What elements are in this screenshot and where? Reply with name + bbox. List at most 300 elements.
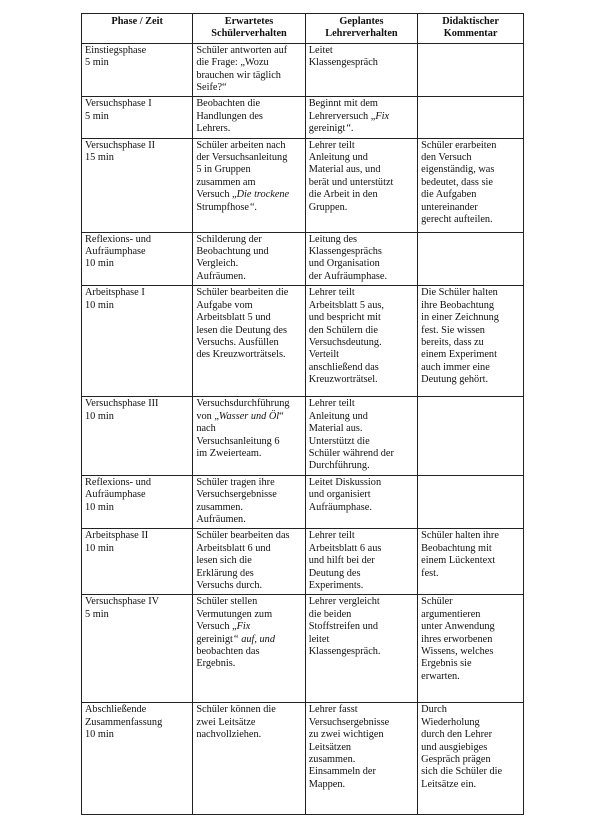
schueler-line: [196, 70, 301, 82]
italic-title: Die trockene: [236, 189, 290, 201]
lehrer-line: [309, 411, 414, 423]
text-segment: Experiments.: [308, 579, 364, 591]
schueler-line: [196, 596, 301, 608]
lehrer-line: [309, 779, 414, 791]
lehrer-line: [309, 300, 414, 312]
schueler-line: [196, 82, 301, 94]
schueler-line: [196, 543, 301, 555]
text-segment: sich die Schüler die: [421, 766, 503, 778]
lehrer-line: [309, 349, 414, 361]
kommentar-line: [421, 766, 520, 778]
cell-phase: [82, 232, 193, 286]
text-segment: Durch: [421, 704, 447, 716]
schueler-line: [196, 423, 301, 435]
lehrer-line: [309, 489, 414, 501]
table-row: [82, 529, 524, 595]
header-phase-line: Phase / Zeit: [111, 16, 163, 27]
phase-line: Aufräumphase: [85, 489, 146, 501]
lehrer-line: [309, 45, 414, 57]
schueler-line: [196, 57, 301, 69]
cell-phase: [82, 529, 193, 595]
text-segment: Wissens, welches: [421, 646, 494, 657]
phase-line: 10 min: [85, 542, 114, 554]
cell-lehrer: [305, 138, 417, 232]
text-segment: Lehrerversuch „: [308, 110, 376, 122]
text-segment: Beginnt mit dem: [308, 98, 378, 110]
cell-kommentar: [418, 97, 524, 138]
kommentar-line: [421, 374, 520, 386]
header-row: [82, 14, 524, 44]
lehrer-line: [309, 325, 414, 337]
cell-lehrer: [305, 97, 417, 138]
lehrer-line: [309, 555, 414, 567]
text-segment: Versuchsergebnisse: [196, 489, 277, 501]
text-segment: auch immer eine: [421, 361, 490, 373]
kommentar-line: [421, 779, 520, 791]
text-segment: Klassengespräch: [308, 57, 378, 69]
header-lehrer-line: Lehrerverhalten: [325, 28, 398, 40]
text-segment: Schüler bearbeiten das: [196, 530, 290, 542]
lehrer-line: [309, 436, 414, 448]
schueler-line: [196, 502, 301, 514]
text-segment: Arbeitsblatt 6 aus: [308, 542, 382, 554]
text-segment: Versuchsanleitung 6: [196, 435, 280, 447]
text-segment: ihre Beobachtung: [421, 299, 495, 311]
text-segment: berät und unterstützt: [308, 176, 394, 188]
lehrer-line: [309, 337, 414, 349]
kommentar-line: [421, 671, 520, 683]
table-row: [82, 97, 524, 138]
text-segment: ihres erworbenen: [421, 633, 493, 645]
kommentar-line: [421, 325, 520, 337]
text-segment: Aufgabe vom: [196, 299, 253, 311]
text-segment: fest.: [421, 567, 439, 579]
text-segment: in einer Zeichnung: [421, 312, 499, 324]
cell-kommentar: [418, 529, 524, 595]
schueler-line: [196, 177, 301, 189]
schueler-line: [196, 123, 301, 135]
text-segment: zu zwei wichtigen: [308, 729, 384, 741]
kommentar-line: [421, 349, 520, 361]
cell-phase: [82, 397, 193, 475]
text-segment: Schüler tragen ihre: [196, 476, 275, 488]
lehrer-line: [309, 580, 414, 592]
phase-line: Reflexions- und: [85, 233, 152, 245]
lehrer-line: [309, 177, 414, 189]
header-phase: [82, 14, 193, 44]
text-segment: Leitet Diskussion: [308, 476, 382, 488]
phase-line: Zusammenfassung: [85, 716, 163, 728]
cell-kommentar: [418, 475, 524, 529]
kommentar-line: [421, 164, 520, 176]
text-segment: Deutung des: [308, 567, 361, 579]
text-segment: anschließend das: [308, 361, 379, 373]
text-segment: Lehrer fasst: [308, 704, 358, 716]
cell-phase: [82, 138, 193, 232]
text-segment: nach: [196, 423, 216, 435]
text-segment: Stoffstreifen und: [308, 621, 379, 633]
text-segment: Anleitung und: [308, 410, 368, 422]
lehrer-line: [309, 609, 414, 621]
kommentar-line: [421, 300, 520, 312]
text-segment: und ausgiebiges: [421, 741, 488, 753]
lehrer-line: [309, 729, 414, 741]
kommentar-line: [421, 337, 520, 349]
cell-kommentar: [418, 43, 524, 97]
text-segment: argumentieren: [421, 608, 481, 620]
text-segment: Anleitung und: [308, 152, 368, 164]
text-segment: Erklärung des: [196, 567, 254, 579]
text-segment: Schüler bearbeiten die: [196, 287, 289, 299]
header-kommentar-line: Kommentar: [443, 28, 498, 40]
text-segment: Aufräumphase.: [308, 501, 372, 513]
phase-line: 10 min: [85, 258, 114, 270]
header-schueler-line: Schülerverhalten: [211, 28, 287, 40]
table-row: [82, 703, 524, 815]
text-segment: gereinigt: [196, 633, 233, 645]
cell-schueler: [193, 529, 305, 595]
lehrer-line: [309, 189, 414, 201]
kommentar-line: [421, 152, 520, 164]
schueler-line: [196, 300, 301, 312]
kommentar-line: [421, 596, 520, 608]
schueler-line: [196, 436, 301, 448]
text-segment: die beiden: [308, 608, 352, 620]
text-segment: den Versuch: [421, 152, 472, 164]
text-segment: Versuchs durch.: [196, 579, 263, 591]
text-segment: Leitung des: [308, 233, 358, 245]
cell-schueler: [193, 97, 305, 138]
header-lehrer-line: Geplantes: [339, 16, 384, 27]
kommentar-line: [421, 568, 520, 580]
phase-line: Einstiegsphase: [85, 44, 147, 56]
lehrer-line: [309, 530, 414, 542]
text-segment: Verteilt: [308, 349, 340, 361]
text-segment: Deutung gehört.: [421, 374, 489, 386]
phase-line: 10 min: [85, 729, 114, 741]
text-segment: der Versuchsanleitung: [196, 152, 288, 164]
cell-lehrer: [305, 475, 417, 529]
text-segment: Beobachtung mit: [421, 542, 492, 554]
kommentar-line: [421, 202, 520, 214]
table-row: [82, 232, 524, 286]
lehrer-line: [309, 766, 414, 778]
cell-schueler: [193, 595, 305, 703]
text-segment: Arbeitsblatt 5 aus,: [308, 299, 384, 311]
text-segment: Schilderung der: [196, 233, 262, 245]
kommentar-line: [421, 140, 520, 152]
schueler-line: [196, 729, 301, 741]
text-segment: gerecht aufteilen.: [421, 214, 493, 226]
lehrer-line: [309, 398, 414, 410]
kommentar-line: [421, 646, 520, 658]
schueler-line: [196, 349, 301, 361]
cell-schueler: [193, 475, 305, 529]
text-segment: Lehrers.: [196, 123, 231, 135]
text-segment: Material aus.: [308, 423, 363, 435]
italic-title: “.: [345, 123, 354, 135]
cell-phase: [82, 97, 193, 138]
text-segment: im Zweierteam.: [196, 447, 262, 459]
cell-phase: [82, 475, 193, 529]
schueler-line: [196, 45, 301, 57]
text-segment: Vermutungen zum: [196, 608, 273, 620]
text-segment: und bespricht mit: [308, 312, 381, 324]
table-row: [82, 138, 524, 232]
text-segment: Gruppen.: [308, 201, 348, 213]
kommentar-line: [421, 543, 520, 555]
kommentar-line: [421, 362, 520, 374]
text-segment: Beobachtung und: [196, 246, 269, 258]
lehrer-line: [309, 98, 414, 110]
text-segment: erwarten.: [421, 670, 460, 682]
phase-line: Versuchsphase I: [85, 98, 152, 110]
lehrer-line: [309, 140, 414, 152]
text-segment: Ergebnis.: [196, 658, 236, 670]
cell-schueler: [193, 232, 305, 286]
text-segment: die Arbeit in den: [308, 189, 378, 201]
lehrer-line: [309, 543, 414, 555]
phase-line: 10 min: [85, 501, 114, 513]
text-segment: Klassengespräch.: [308, 646, 381, 657]
text-segment: Versuchsdurchführung: [196, 398, 290, 410]
text-segment: einem Lückentext: [421, 555, 496, 567]
italic-title: Fix: [236, 621, 251, 633]
text-segment: Versuchsergebnisse: [308, 716, 390, 728]
phase-line: 10 min: [85, 410, 114, 422]
text-segment: Leitsätzen: [308, 741, 352, 753]
cell-kommentar: [418, 595, 524, 703]
lehrer-line: [309, 596, 414, 608]
table-row: [82, 595, 524, 703]
lehrer-line: [309, 448, 414, 460]
cell-phase: [82, 286, 193, 397]
phase-line: Arbeitsphase II: [85, 530, 149, 542]
cell-lehrer: [305, 703, 417, 815]
text-segment: Schüler stellen: [196, 596, 258, 608]
header-lehrer: [305, 14, 417, 44]
text-segment: unter Anwendung: [421, 621, 495, 633]
italic-title: Fix: [375, 110, 390, 122]
cell-lehrer: [305, 595, 417, 703]
cell-kommentar: [418, 397, 524, 475]
phase-line: Aufräumphase: [85, 246, 146, 258]
text-segment: nachvollziehen.: [196, 729, 262, 741]
schueler-line: [196, 246, 301, 258]
cell-lehrer: [305, 232, 417, 286]
text-segment: brauchen wir täglich: [196, 69, 281, 81]
cell-phase: [82, 43, 193, 97]
table-row: [82, 475, 524, 529]
phase-line: 5 min: [85, 110, 109, 122]
schueler-line: [196, 189, 301, 201]
text-segment: einem Experiment: [421, 349, 497, 361]
lehrer-line: [309, 568, 414, 580]
text-segment: Schüler: [421, 596, 453, 608]
text-segment: Beobachten die: [196, 98, 261, 110]
text-segment: und hilft bei der: [308, 555, 375, 567]
schueler-line: [196, 398, 301, 410]
kommentar-line: [421, 729, 520, 741]
lehrer-line: [309, 111, 414, 123]
text-segment: “: [279, 410, 284, 422]
cell-kommentar: [418, 138, 524, 232]
schueler-line: [196, 312, 301, 324]
schueler-line: [196, 202, 301, 214]
schueler-line: [196, 646, 301, 658]
schueler-line: [196, 98, 301, 110]
text-segment: Lehrer teilt: [308, 398, 355, 410]
text-segment: Die Schüler halten: [421, 287, 498, 299]
lehrer-line: [309, 246, 414, 258]
text-segment: zusammen am: [196, 176, 256, 188]
lehrer-line: [309, 202, 414, 214]
text-segment: Unterstützt die: [308, 435, 370, 447]
header-kommentar: [418, 14, 524, 44]
schueler-line: [196, 164, 301, 176]
text-segment: lesen sich die: [196, 555, 252, 567]
kommentar-line: [421, 177, 520, 189]
lehrer-line: [309, 621, 414, 633]
schueler-line: [196, 258, 301, 270]
text-segment: bereits, dass zu: [421, 336, 484, 348]
text-segment: und Organisation: [308, 258, 380, 270]
text-segment: die Frage: „Wozu: [196, 57, 269, 69]
text-segment: Versuch „: [196, 189, 237, 201]
cell-lehrer: [305, 286, 417, 397]
schueler-line: [196, 477, 301, 489]
text-segment: Arbeitsblatt 5 und: [196, 312, 271, 324]
lehrer-line: [309, 423, 414, 435]
kommentar-line: [421, 621, 520, 633]
cell-schueler: [193, 286, 305, 397]
text-segment: Einsammeln der: [308, 766, 376, 778]
kommentar-line: [421, 189, 520, 201]
phase-line: 5 min: [85, 57, 109, 69]
kommentar-line: [421, 555, 520, 567]
text-segment: fest. Sie wissen: [421, 324, 485, 336]
lehrer-line: [309, 704, 414, 716]
text-segment: Leitet: [308, 44, 333, 56]
cell-schueler: [193, 397, 305, 475]
schueler-line: [196, 337, 301, 349]
text-segment: von „: [196, 410, 219, 422]
lesson-plan-table: [81, 13, 524, 815]
kommentar-line: [421, 634, 520, 646]
lehrer-line: [309, 312, 414, 324]
text-segment: Schüler arbeiten nach: [196, 139, 286, 151]
lehrer-line: [309, 258, 414, 270]
schueler-line: [196, 152, 301, 164]
text-segment: Kreuzworträtsel.: [308, 374, 378, 386]
kommentar-line: [421, 312, 520, 324]
text-segment: Aufräumen.: [196, 270, 246, 282]
lehrer-line: [309, 164, 414, 176]
lehrer-line: [309, 634, 414, 646]
lehrer-line: [309, 271, 414, 283]
phase-line: Abschließende: [85, 704, 147, 716]
lehrer-line: [309, 57, 414, 69]
text-segment: den Schülern die: [308, 324, 378, 336]
text-segment: Schüler können die: [196, 704, 276, 716]
text-segment: 5 in Gruppen: [196, 164, 251, 176]
text-segment: zusammen.: [308, 754, 356, 765]
kommentar-line: [421, 287, 520, 299]
text-segment: die Aufgaben: [421, 189, 477, 201]
cell-phase: [82, 703, 193, 815]
text-segment: gereinigt: [308, 123, 346, 135]
schueler-line: [196, 609, 301, 621]
cell-kommentar: [418, 232, 524, 286]
kommentar-line: [421, 214, 520, 226]
text-segment: Vergleich.: [196, 258, 239, 270]
lehrer-line: [309, 374, 414, 386]
text-segment: Lehrer vergleicht: [308, 596, 380, 608]
lehrer-line: [309, 754, 414, 766]
text-segment: Versuchs. Ausfüllen: [196, 336, 279, 348]
phase-line: Versuchsphase IV: [85, 596, 160, 608]
lehrer-line: [309, 234, 414, 246]
table-row: [82, 397, 524, 475]
lehrer-line: [309, 460, 414, 472]
text-segment: Aufräumen.: [196, 513, 246, 525]
text-segment: Schüler antworten auf: [196, 44, 288, 56]
text-segment: Ergebnis sie: [421, 658, 472, 670]
cell-kommentar: [418, 703, 524, 815]
cell-schueler: [193, 138, 305, 232]
lehrer-line: [309, 646, 414, 658]
text-segment: zwei Leitsätze: [196, 716, 256, 728]
cell-kommentar: [418, 286, 524, 397]
schueler-line: [196, 580, 301, 592]
text-segment: Lehrer teilt: [308, 287, 355, 299]
italic-title: Wasser und Öl: [218, 410, 280, 422]
text-segment: Mappen.: [308, 778, 346, 790]
text-segment: lesen die Deutung des: [196, 324, 287, 336]
italic-title: “ auf, und: [232, 633, 275, 645]
kommentar-line: [421, 609, 520, 621]
phase-line: Reflexions- und: [85, 476, 152, 488]
text-segment: Seife?“: [196, 82, 227, 94]
schueler-line: [196, 271, 301, 283]
text-segment: Versuch „: [196, 621, 237, 633]
kommentar-line: [421, 717, 520, 729]
phase-line: 10 min: [85, 299, 114, 311]
text-segment: Leitsätze ein.: [421, 778, 477, 790]
cell-lehrer: [305, 397, 417, 475]
phase-line: Versuchsphase III: [85, 398, 159, 410]
italic-title: “.: [248, 201, 258, 213]
schueler-line: [196, 658, 301, 670]
header-schueler: [193, 14, 305, 44]
schueler-line: [196, 111, 301, 123]
text-segment: Schüler erarbeiten: [421, 139, 497, 151]
lehrer-line: [309, 742, 414, 754]
phase-line: 15 min: [85, 152, 114, 164]
schueler-line: [196, 234, 301, 246]
header-kommentar-line: Didaktischer: [442, 16, 499, 27]
lehrer-line: [309, 152, 414, 164]
schueler-line: [196, 287, 301, 299]
schueler-line: [196, 717, 301, 729]
phase-line: Versuchsphase II: [85, 139, 156, 151]
lehrer-line: [309, 502, 414, 514]
schueler-line: [196, 325, 301, 337]
text-segment: Schüler während der: [308, 447, 394, 459]
schueler-line: [196, 634, 301, 646]
phase-line: Arbeitsphase I: [85, 287, 145, 299]
kommentar-line: [421, 530, 520, 542]
